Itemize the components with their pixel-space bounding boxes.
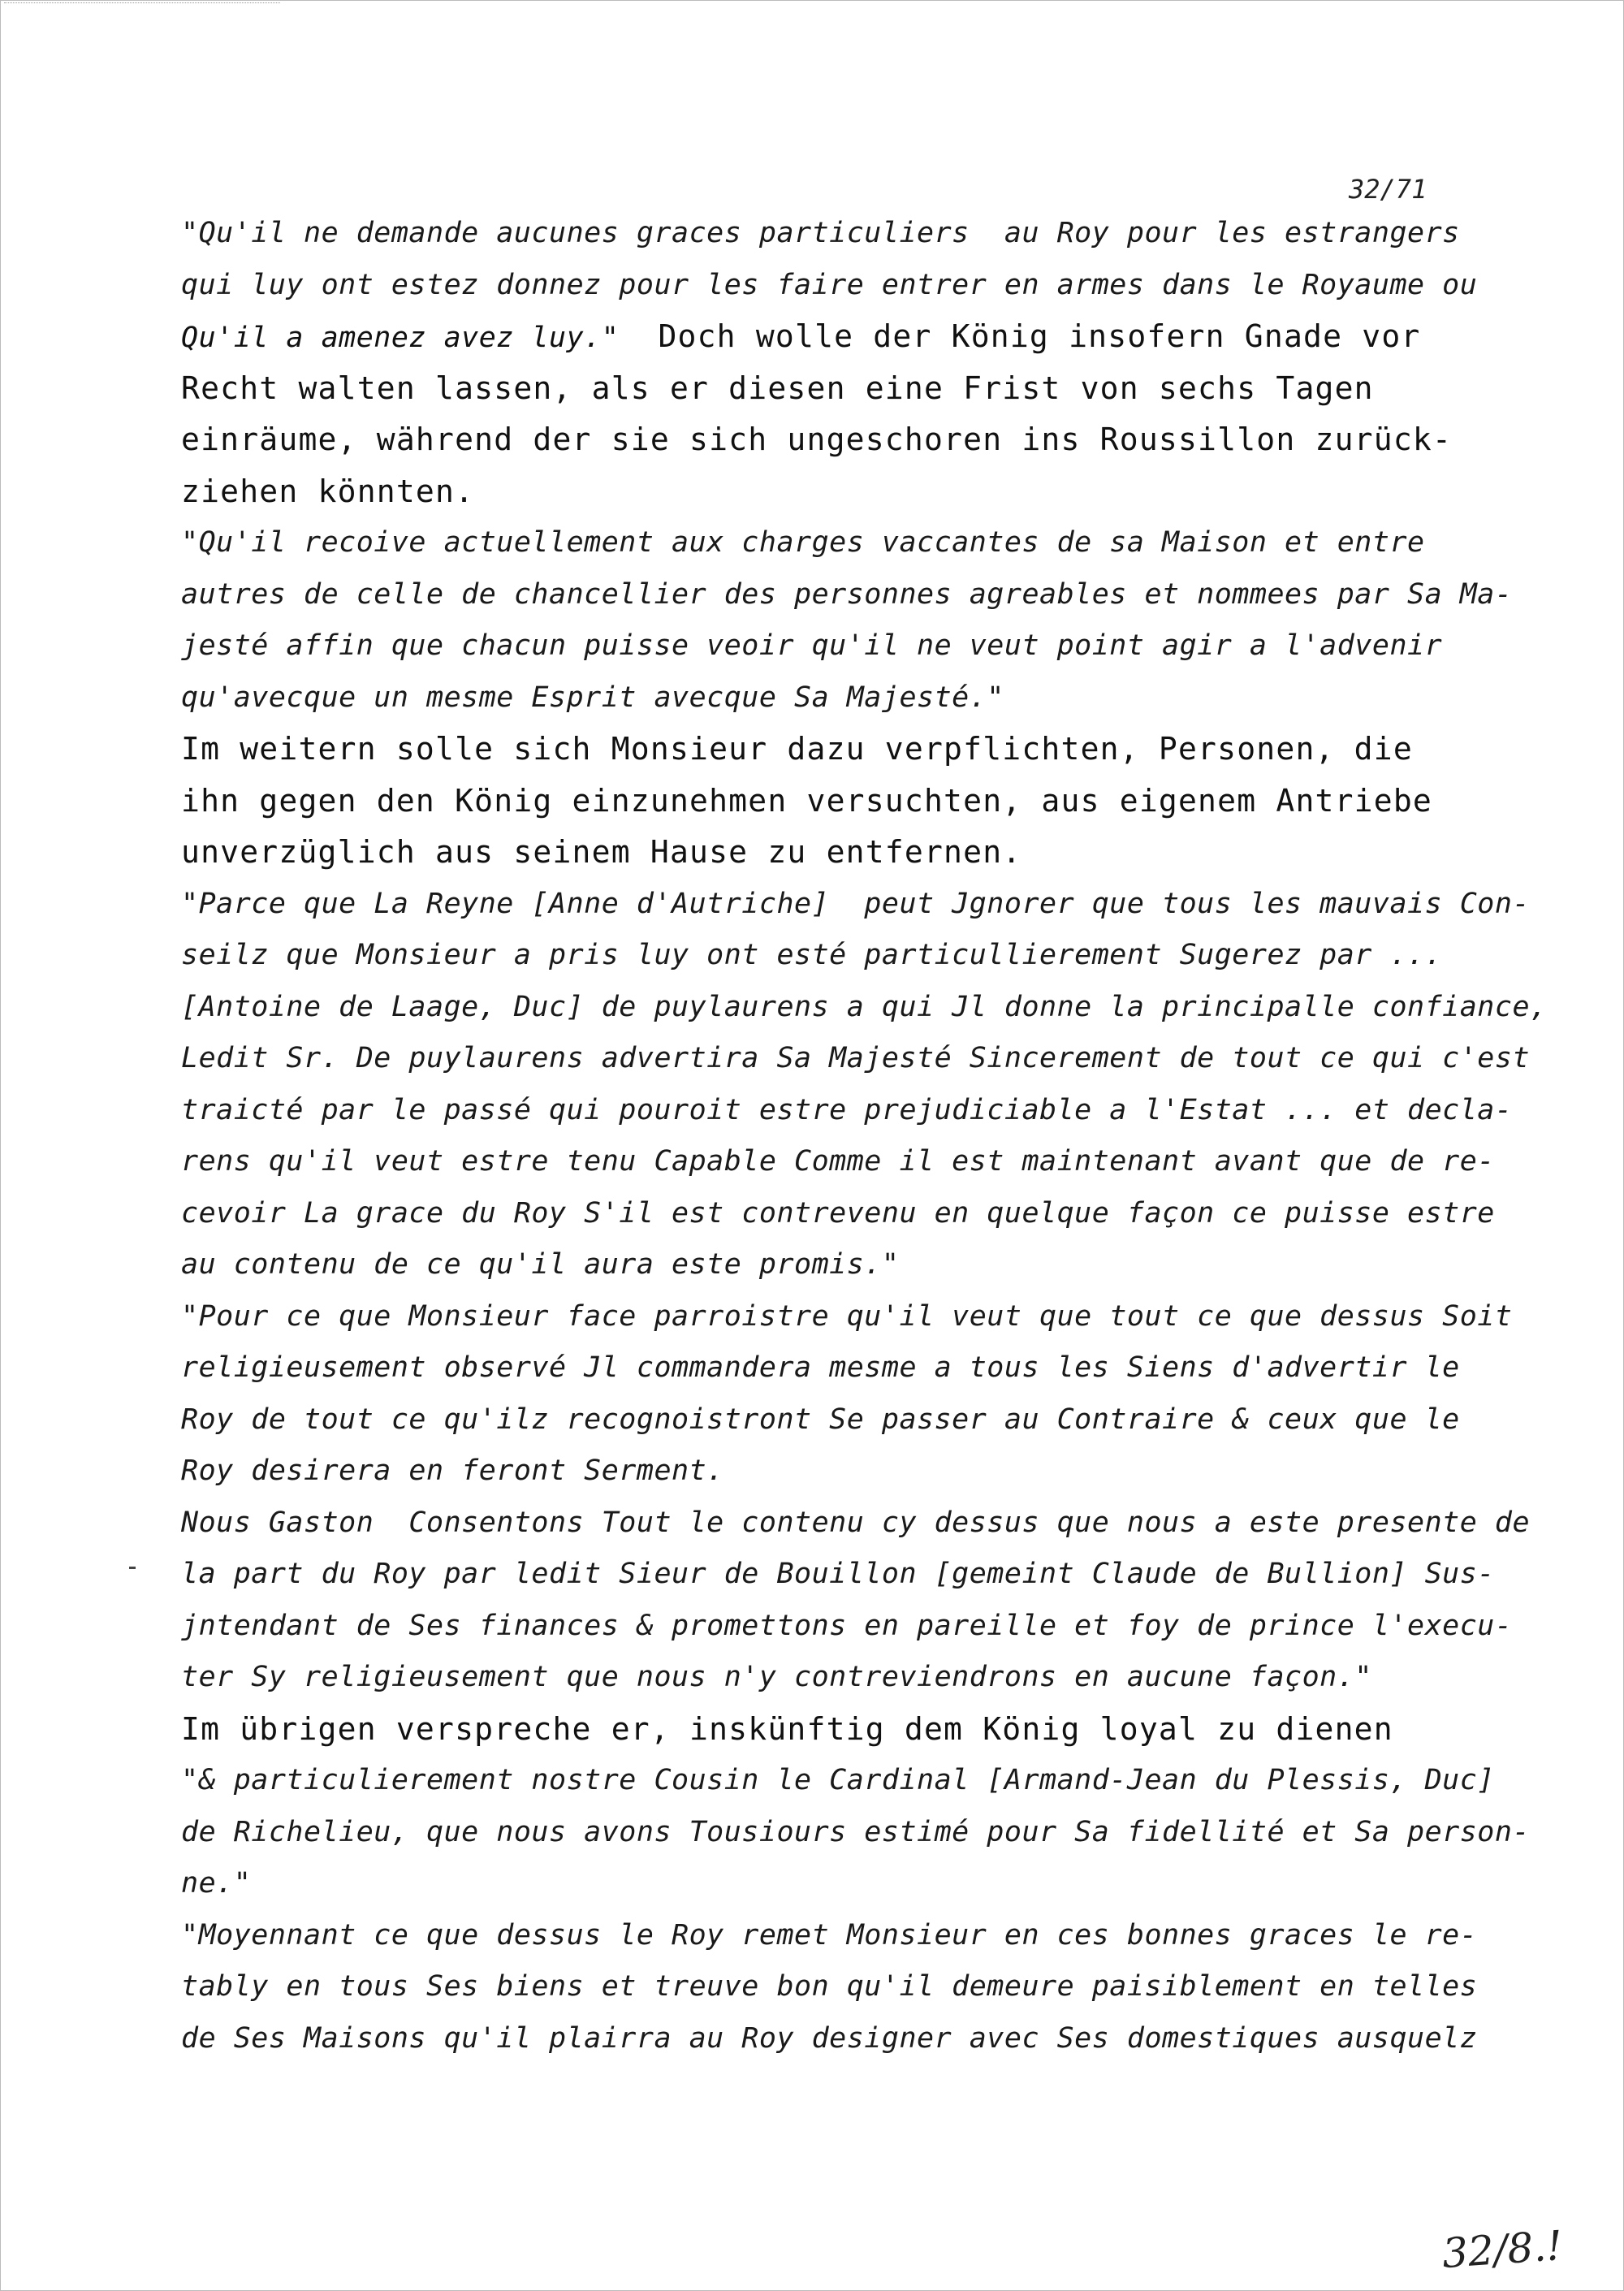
text-line: qu'avecque un mesme Esprit avecque Sa Majesté.": [181, 681, 1004, 714]
text-line: unverzüglich aus seinem Hause zu entfernen.: [181, 834, 1022, 870]
text-line: ziehen könnten.: [181, 473, 475, 509]
text-line: cevoir La grace du Roy S'il est contrevenu en quelque façon ce puisse estre: [181, 1196, 1495, 1230]
scan-artifact: [4, 2, 280, 6]
text-line: "Qu'il recoive actuellement aux charges vaccantes de sa Maison et entre: [181, 526, 1425, 559]
text-line: Recht walten lassen, als er diesen eine Frist von sechs Tagen: [181, 370, 1374, 406]
page-number: 32/71: [1349, 174, 1427, 205]
text-line: au contenu de ce qu'il aura este promis.": [181, 1248, 900, 1281]
text-line: de Richelieu, que nous avons Tousiours estimé pour Sa fidellité et Sa person-: [181, 1815, 1531, 1848]
text-line: Ledit Sr. De puylaurens advertira Sa Majesté Sincerement de tout ce qui c'est: [181, 1042, 1531, 1074]
text-line: Roy desirera en feront Serment.: [181, 1455, 724, 1487]
handwritten-folio-number: 32/8.!: [1440, 2221, 1565, 2278]
text-line: seilz que Monsieur a pris luy ont esté particullierement Sugerez par ...: [181, 939, 1443, 971]
text-line: einräume, während der sie sich ungeschoren ins Roussillon zurück-: [181, 421, 1453, 457]
text-line: ter Sy religieusement que nous n'y contreviendrons en aucune façon.": [181, 1661, 1372, 1693]
text-line: "Pour ce que Monsieur face parroistre qu'il veut que tout ce que dessus Soit: [181, 1299, 1513, 1333]
text-line: la part du Roy par ledit Sieur de Bouillon [gemeint Claude de Bullion] Sus-: [181, 1558, 1495, 1590]
text-line: Qu'il a amenez avez luy." Doch wolle der König insofern Gnade vor: [181, 318, 1421, 354]
margin-mark: [129, 1567, 136, 1569]
text-line: ihn gegen den König einzunehmen versuchten, aus eigenem Antriebe: [181, 782, 1432, 819]
text-line: jesté affin que chacun puisse veoir qu'il ne veut point agir a l'advenir: [181, 629, 1443, 662]
document-body: [181, 208, 1548, 2064]
text-line: "Qu'il ne demande aucunes graces particuliers au Roy pour les estrangers: [181, 217, 1460, 249]
text-line: qui luy ont estez donnez pour les faire entrer en armes dans le Royaume ou: [181, 268, 1478, 301]
text-line: [Antoine de Laage, Duc] de puylaurens a qui Jl donne la principalle confiance,: [181, 990, 1548, 1023]
text-line: Roy de tout ce qu'ilz recognoistront Se passer au Contraire & ceux que le: [181, 1403, 1460, 1436]
text-line: ne.": [181, 1867, 252, 1900]
text-line: autres de celle de chancellier des personnes agreables et nommees par Sa Ma-: [181, 577, 1513, 611]
text-line: Nous Gaston Consentons Tout le contenu cy dessus que nous a este presente de: [181, 1506, 1531, 1539]
text-line: traicté par le passé qui pouroit estre prejudiciable a l'Estat ... et decla-: [181, 1093, 1513, 1126]
text-line: jntendant de Ses finances & promettons en pareille et foy de prince l'execu-: [181, 1609, 1513, 1642]
text-line: de Ses Maisons qu'il plairra au Roy designer avec Ses domestiques ausquelz: [181, 2021, 1478, 2055]
text-line: Im weitern solle sich Monsieur dazu verpflichten, Personen, die: [181, 731, 1413, 767]
text-line: "Parce que La Reyne [Anne d'Autriche] peut Jgnorer que tous les mauvais Con-: [181, 887, 1531, 920]
text-line: tably en tous Ses biens et treuve bon qu'il demeure paisiblement en telles: [181, 1970, 1478, 2003]
text-line: "Moyennant ce que dessus le Roy remet Monsieur en ces bonnes graces le re-: [181, 1918, 1478, 1952]
text-line: Im übrigen verspreche er, inskünftig dem König loyal zu dienen: [181, 1710, 1393, 1747]
text-line: religieusement observé Jl commandera mesme a tous les Siens d'advertir le: [181, 1351, 1460, 1384]
text-line: "& particulierement nostre Cousin le Cardinal [Armand-Jean du Plessis, Duc]: [181, 1764, 1495, 1796]
text-line: rens qu'il veut estre tenu Capable Comme il est maintenant avant que de re-: [181, 1145, 1495, 1178]
